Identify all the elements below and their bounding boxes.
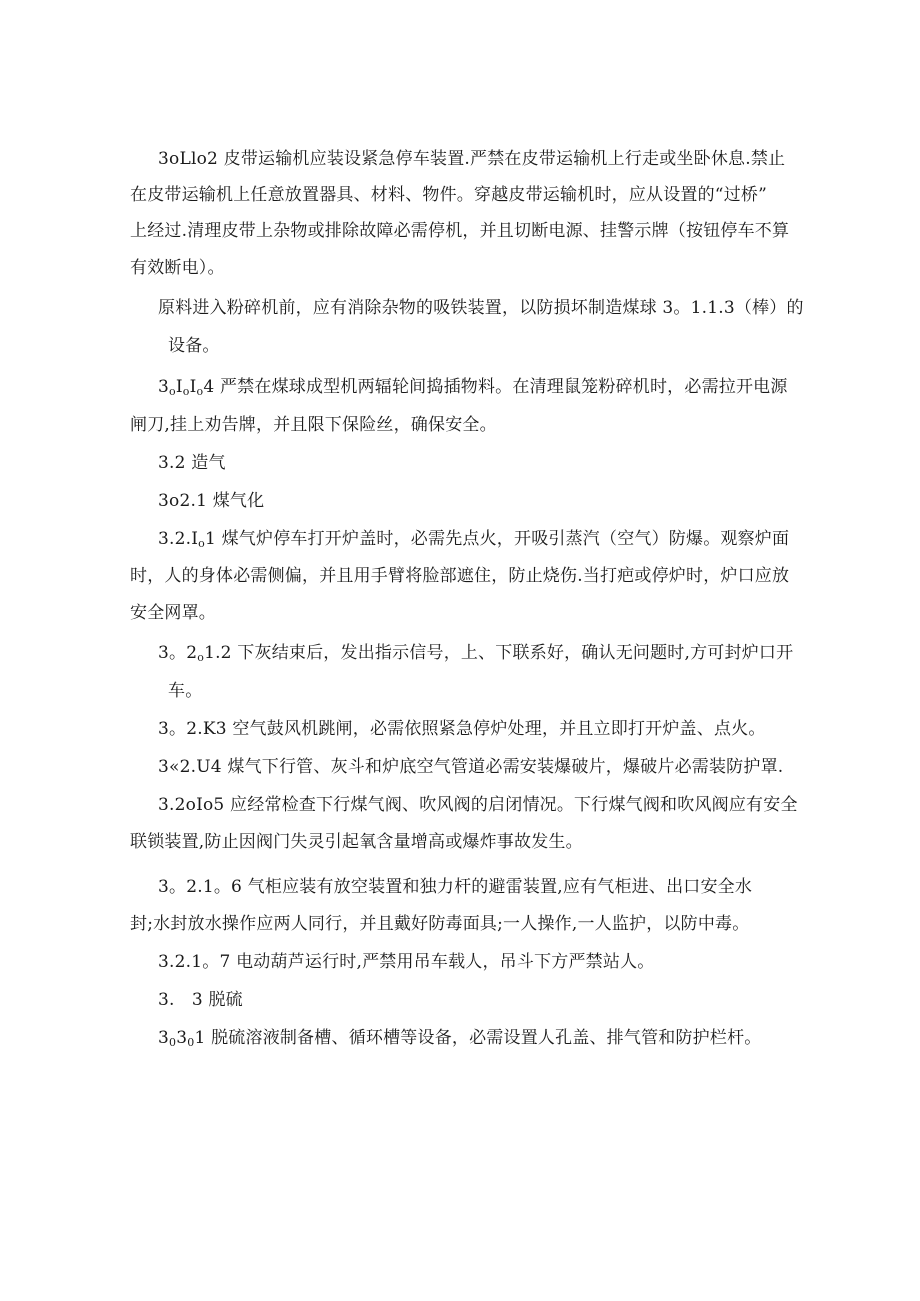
heading-3-2: 3.2 造气 bbox=[158, 453, 226, 473]
paragraph-4-line-1 bbox=[158, 527, 789, 551]
paragraph-1-line-4: 有效断电）。 bbox=[130, 258, 225, 278]
section-number-part: 3 bbox=[158, 377, 170, 397]
section-number-part: 3 bbox=[158, 1028, 170, 1048]
paragraph-10: 3.2.1。7 电动葫芦运行时,严禁用吊车载人，吊斗下方严禁站人。 bbox=[158, 952, 655, 972]
section-number-part: I bbox=[175, 377, 183, 397]
paragraph-4-line-2: 时，人的身体必需侧偏，并且用手臂将脸部遮住，防止烧伤.当打疤或停炉时，炉口应放 bbox=[130, 566, 790, 586]
paragraph-9-line-1: 3。2.1。6 气柜应装有放空装置和独力杆的避雷装置,应有气柜进、出口安全水 bbox=[158, 877, 753, 897]
paragraph-5-line-1 bbox=[158, 641, 793, 665]
paragraph-5-text: 1.2 下灰结束后，发出指示信号，上、下联系好，确认无问题时,方可封炉口开 bbox=[204, 643, 794, 663]
paragraph-4-text: 1 煤气炉停车打开炉盖时，必需先点火，开吸引蒸汽（空气）防爆。观察炉面 bbox=[204, 529, 790, 549]
section-number-sub: 0 bbox=[187, 1036, 195, 1049]
paragraph-7: 3«2.U4 煤气下行管、灰斗和炉底空气管道必需安装爆破片，爆破片必需装防护罩. bbox=[158, 757, 784, 777]
paragraph-3-text: 4 严禁在煤球成型机两辐轮间捣插物料。在清理鼠笼粉碎机时，必需拉开电源 bbox=[203, 377, 788, 397]
paragraph-1-line-1: 3oLlo2 皮带运输机应装设紧急停车装置.严禁在皮带运输机上行走或坐卧休息.禁止 bbox=[158, 149, 786, 169]
section-number-part: 3.2.I bbox=[158, 529, 199, 549]
section-number-part: I bbox=[189, 377, 197, 397]
section-number-sub: o bbox=[197, 651, 205, 664]
paragraph-2-line-1: 原料进入粉碎机前，应有消除杂物的吸铁装置，以防损坏制造煤球 3。1.1.3（棒）的 bbox=[158, 298, 804, 318]
section-number-part: 3 bbox=[176, 1028, 188, 1048]
paragraph-4-line-3: 安全网罩。 bbox=[130, 603, 216, 623]
section-number-sub: o bbox=[169, 385, 176, 398]
section-number-part: 3。2 bbox=[158, 643, 198, 663]
section-number-sub: 0 bbox=[169, 1036, 177, 1049]
paragraph-11-text: 1 脱硫溶液制备槽、循环槽等设备，必需设置人孔盖、排气管和防护栏杆。 bbox=[194, 1028, 762, 1048]
paragraph-11 bbox=[158, 1026, 762, 1050]
paragraph-1-line-2: 在皮带运输机上任意放置器具、材料、物件。穿越皮带运输机时，应从设置的“过桥” bbox=[130, 185, 767, 205]
paragraph-3-line-1 bbox=[158, 375, 788, 399]
paragraph-5-line-2: 车。 bbox=[168, 681, 203, 701]
paragraph-6: 3。2.K3 空气鼓风机跳闸，必需依照紧急停炉处理，并且立即打开炉盖、点火。 bbox=[158, 719, 766, 739]
section-number-sub: o bbox=[198, 537, 205, 550]
heading-3-3: 3. 3 脱硫 bbox=[158, 990, 243, 1010]
paragraph-1-line-3: 上经过.清理皮带上杂物或排除故障必需停机，并且切断电源、挂警示牌（按钮停车不算 bbox=[130, 221, 790, 241]
paragraph-3-line-2: 闸刀,挂上劝告牌，并且限下保险丝，确保安全。 bbox=[130, 415, 497, 435]
paragraph-9-line-2: 封;水封放水操作应两人同行，并且戴好防毒面具;一人操作,一人监护，以防中毒。 bbox=[130, 914, 750, 934]
paragraph-8-line-2: 联锁装置,防止因阀门失灵引起氧含量增高或爆炸事故发生。 bbox=[130, 832, 583, 852]
paragraph-2-line-2: 设备。 bbox=[168, 336, 220, 356]
section-number-sub: o bbox=[196, 385, 204, 398]
section-number-sub: o bbox=[182, 385, 190, 398]
paragraph-8-line-1: 3.2oIo5 应经常检查下行煤气阀、吹风阀的启闭情况。下行煤气阀和吹风阀应有安全 bbox=[158, 795, 798, 815]
heading-3-2-1: 3o2.1 煤气化 bbox=[158, 491, 265, 511]
